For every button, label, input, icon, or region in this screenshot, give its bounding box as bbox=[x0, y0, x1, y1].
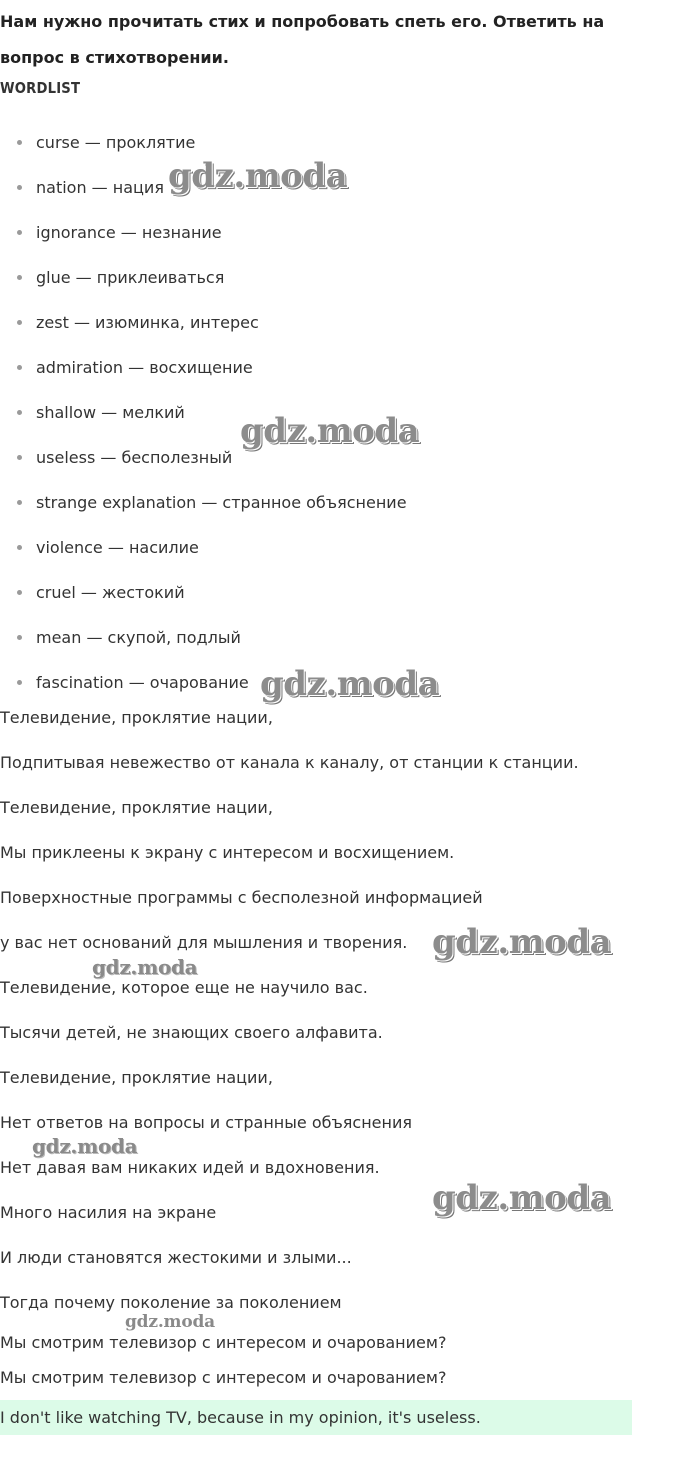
poem bbox=[0, 695, 579, 1395]
watermark-logo: gdz.moda bbox=[432, 1178, 612, 1218]
bullet-icon bbox=[17, 320, 22, 325]
wordlist-item-text: shallow — мелкий bbox=[36, 403, 185, 422]
watermark-logo: gdz.moda bbox=[92, 955, 198, 979]
wordlist-item-text: curse — проклятие bbox=[36, 133, 196, 152]
poem-line: Нет ответов на вопросы и странные объяснения bbox=[0, 1113, 412, 1132]
poem-line: Поверхностные программы с бесполезной информацией bbox=[0, 888, 483, 907]
wordlist-item bbox=[0, 345, 407, 390]
watermark-logo: gdz.moda bbox=[125, 1312, 215, 1332]
watermark-logo: gdz.moda bbox=[240, 411, 420, 451]
wordlist-item bbox=[0, 120, 407, 165]
wordlist-item bbox=[0, 255, 407, 300]
poem-line: Тысячи детей, не знающих своего алфавита. bbox=[0, 1023, 383, 1042]
wordlist-item bbox=[0, 210, 407, 255]
bullet-icon bbox=[17, 410, 22, 415]
wordlist-item-text: zest — изюминка, интерес bbox=[36, 313, 259, 332]
poem-line: Нет давая вам никаких идей и вдохновения. bbox=[0, 1158, 380, 1177]
wordlist-item-text: nation — нация bbox=[36, 178, 164, 197]
bullet-icon bbox=[17, 500, 22, 505]
wordlist-item bbox=[0, 615, 407, 660]
watermark-logo: gdz.moda bbox=[260, 664, 440, 704]
bullet-icon bbox=[17, 545, 22, 550]
bullet-icon bbox=[17, 455, 22, 460]
wordlist-item-text: cruel — жестокий bbox=[36, 583, 185, 602]
wordlist-item-text: glue — приклеиваться bbox=[36, 268, 225, 287]
poem-line: Телевидение, проклятие нации, bbox=[0, 708, 273, 727]
bullet-icon bbox=[17, 590, 22, 595]
poem-line: у вас нет оснований для мышления и творения. bbox=[0, 933, 408, 952]
poem-line: Много насилия на экране bbox=[0, 1203, 217, 1222]
poem-line: Подпитывая невежество от канала к каналу, от станции к станции. bbox=[0, 753, 579, 772]
wordlist-item bbox=[0, 390, 407, 435]
watermark-logo: gdz.moda bbox=[432, 922, 612, 962]
poem-line: Мы приклеены к экрану с интересом и восхищением. bbox=[0, 843, 455, 862]
wordlist bbox=[0, 120, 407, 705]
wordlist-item-text: fascination — очарование bbox=[36, 673, 249, 692]
poem-line: Тогда почему поколение за поколением bbox=[0, 1293, 342, 1312]
wordlist-item-text: ignorance — незнание bbox=[36, 223, 222, 242]
wordlist-item bbox=[0, 570, 407, 615]
wordlist-item-text: mean — скупой, подлый bbox=[36, 628, 241, 647]
bullet-icon bbox=[17, 275, 22, 280]
poem-line: Мы смотрим телевизор с интересом и очарованием? bbox=[0, 1368, 447, 1387]
poem-line: Телевидение, которое еще не научило вас. bbox=[0, 978, 368, 997]
bullet-icon bbox=[17, 680, 22, 685]
wordlist-item bbox=[0, 480, 407, 525]
wordlist-item-text: strange explanation — странное объяснение bbox=[36, 493, 407, 512]
bullet-icon bbox=[17, 230, 22, 235]
wordlist-item-text: violence — насилие bbox=[36, 538, 199, 557]
bullet-icon bbox=[17, 365, 22, 370]
wordlist-item bbox=[0, 435, 407, 480]
wordlist-item-text: admiration — восхищение bbox=[36, 358, 253, 377]
bullet-icon bbox=[17, 185, 22, 190]
watermark-logo: gdz.moda bbox=[168, 156, 348, 196]
watermark-logo: gdz.moda bbox=[32, 1134, 138, 1158]
wordlist-item bbox=[0, 525, 407, 570]
answer-highlight: I don't like watching TV, because in my opinion, it's useless. bbox=[0, 1400, 632, 1435]
poem-line: Телевидение, проклятие нации, bbox=[0, 1068, 273, 1087]
task-text: Нам нужно прочитать стих и попробовать спеть его. Ответить на вопрос в стихотворении. bbox=[0, 12, 605, 67]
poem-line: И люди становятся жестокими и злыми... bbox=[0, 1248, 352, 1267]
bullet-icon bbox=[17, 635, 22, 640]
wordlist-item bbox=[0, 300, 407, 345]
wordlist-item bbox=[0, 165, 407, 210]
wordlist-heading: WORDLIST bbox=[0, 79, 81, 97]
poem-line: Телевидение, проклятие нации, bbox=[0, 798, 273, 817]
wordlist-item-text: useless — бесполезный bbox=[36, 448, 233, 467]
bullet-icon bbox=[17, 140, 22, 145]
poem-line: Мы смотрим телевизор с интересом и очарованием? bbox=[0, 1333, 447, 1352]
